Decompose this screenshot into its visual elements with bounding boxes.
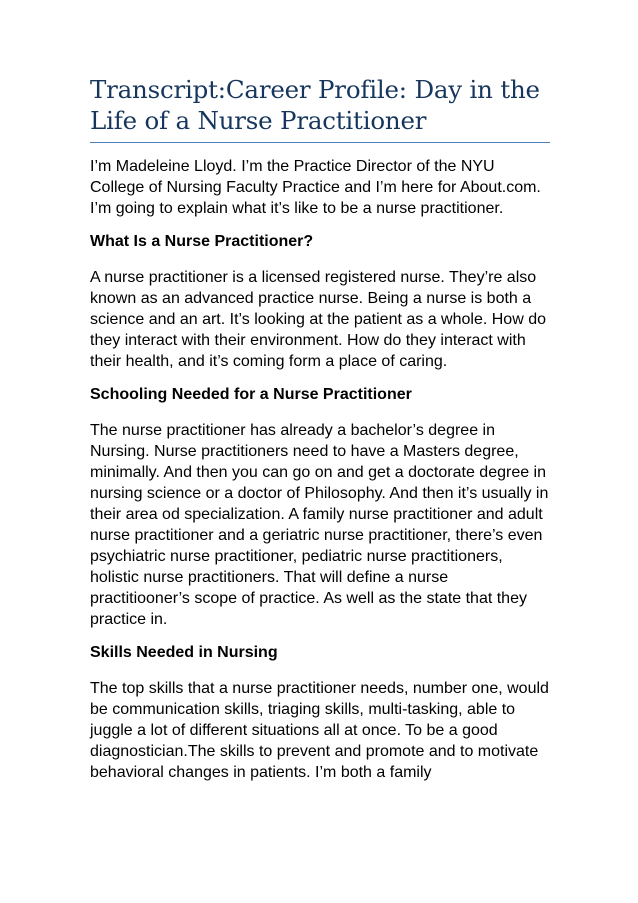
title-underline-rule [90,142,550,143]
document-title: Transcript:Career Profile: Day in the Life of a Nurse Practitioner [90,75,540,135]
section-heading-what-is: What Is a Nurse Practitioner? [90,233,314,250]
intro-paragraph: I’m Madeleine Lloyd. I’m the Practice Director of the NYU College of Nursing Faculty Practice and I’m here for About.com. I’m going to explain what it’s like to be a nurse practitioner. [90,158,541,217]
section-body-skills: The top skills that a nurse practitioner needs, number one, would be communication skills, triaging skills, multi-tasking, able to juggle a lot of different situations all at once. To be a good diagnostician.The skills to prevent and promote and to motivate behavioral changes in patients. I’m both a family [90,680,549,781]
document-content [90,74,550,789]
section-heading-skills: Skills Needed in Nursing [90,644,278,661]
section-heading-schooling: Schooling Needed for a Nurse Practitioner [90,386,412,403]
section-body-what-is: A nurse practitioner is a licensed registered nurse. They’re also known as an advanced practice nurse. Being a nurse is both a science and an art. It’s looking at the patient as a whole. How do they interact with their environment. How do they interact with their health, and it’s coming form a place of caring. [90,269,546,370]
section-body-schooling: The nurse practitioner has already a bachelor’s degree in Nursing. Nurse practitioners need to have a Masters degree, minimally. And then you can go on and get a doctorate degree in nursing science or a doctor of Philosophy. And then it’s usually in their area od specialization. A family nurse practitioner and adult nurse practitioner and a geriatric nurse practitioner, there’s even psychiatric nurse practitioner, pediatric nurse practitioners, holistic nurse practitioners. That will define a nurse practitiooner’s scope of practice. As well as the state that they practice in. [90,422,549,628]
